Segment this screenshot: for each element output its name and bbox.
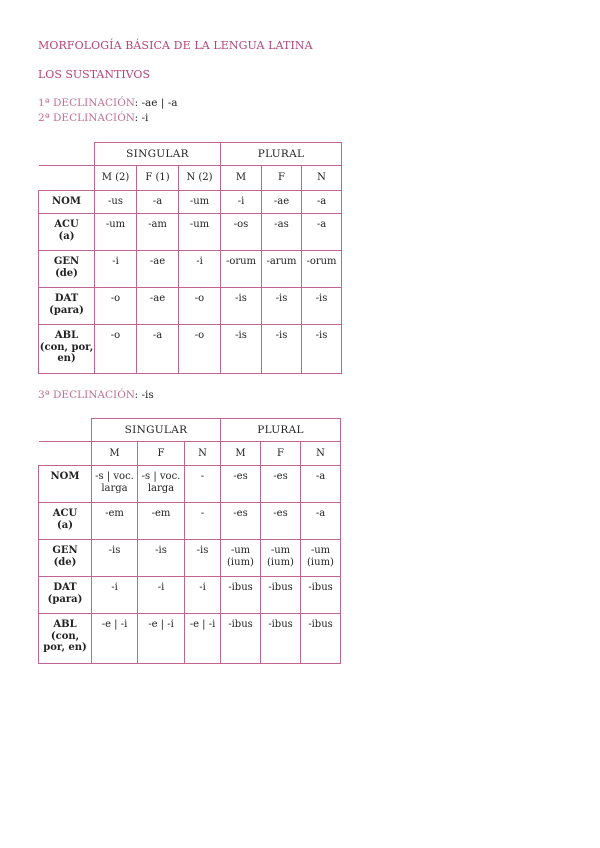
ending-cell: -um (ium): [301, 540, 341, 577]
table-row: [39, 214, 342, 251]
ending-cell: -is: [92, 540, 138, 577]
ending-cell: -a: [301, 503, 341, 540]
case-cell: [39, 288, 95, 325]
table-row: [39, 288, 342, 325]
ending-cell: -s | voc. larga: [138, 466, 185, 503]
case-preposition: (de): [55, 267, 78, 279]
table-row: [39, 614, 341, 664]
case-cell: [39, 325, 95, 374]
ending-cell: -ibus: [261, 614, 301, 664]
ending-cell: -e | -i: [92, 614, 138, 664]
document-title: MORFOLOGÍA BÁSICA DE LA LENGUA LATINA: [38, 39, 313, 52]
ending-cell: -i: [95, 251, 137, 288]
table-row: [39, 503, 341, 540]
ending-cell: -a: [137, 191, 179, 214]
plural-header: PLURAL: [221, 143, 342, 166]
ending-cell: -um: [95, 214, 137, 251]
ending-cell: -ibus: [301, 577, 341, 614]
ending-cell: -i: [138, 577, 185, 614]
table-row: [39, 540, 341, 577]
corner-blank: [39, 419, 92, 442]
table-row: [39, 325, 342, 374]
case-preposition: (para): [47, 593, 83, 605]
singular-header: SINGULAR: [92, 419, 221, 442]
case-cell: [39, 614, 92, 664]
table-row: [39, 577, 341, 614]
ending-cell: -ae: [137, 251, 179, 288]
declension-1-line: [38, 97, 178, 109]
ending-cell: -a: [301, 466, 341, 503]
ending-cell: -is: [302, 288, 342, 325]
case-name: GEN: [53, 256, 80, 267]
table-row: [39, 251, 342, 288]
case-name: ACU: [52, 508, 78, 519]
ending-cell: -um: [179, 214, 221, 251]
ending-cell: -o: [179, 325, 221, 374]
ending-cell: -a: [302, 191, 342, 214]
ending-cell: -o: [179, 288, 221, 325]
ending-cell: -is: [221, 325, 262, 374]
declension-2-value: : -i: [134, 112, 149, 124]
column-header: F: [261, 442, 301, 466]
column-header: F: [262, 166, 302, 191]
case-preposition: (de): [53, 556, 77, 568]
declension-3-line: [38, 389, 154, 401]
corner-blank: [39, 143, 95, 166]
column-header: F: [138, 442, 185, 466]
case-name: NOM: [50, 471, 80, 482]
ending-cell: -es: [221, 466, 261, 503]
column-header: N: [301, 442, 341, 466]
case-cell: [39, 466, 92, 503]
section-subtitle: LOS SUSTANTIVOS: [38, 68, 150, 81]
ending-cell: -o: [95, 325, 137, 374]
ending-cell: -arum: [262, 251, 302, 288]
ending-cell: -um (ium): [221, 540, 261, 577]
column-header: M (2): [95, 166, 137, 191]
column-header: N: [302, 166, 342, 191]
declension-3-value: : -is: [134, 389, 154, 401]
ending-cell: -um: [179, 191, 221, 214]
case-preposition: (para): [49, 304, 84, 316]
declension-1-2-table: [38, 142, 342, 374]
ending-cell: -a: [137, 325, 179, 374]
ending-cell: -is: [262, 325, 302, 374]
case-name: ACU: [54, 219, 79, 230]
case-preposition: (a): [57, 519, 73, 531]
ending-cell: -os: [221, 214, 262, 251]
case-name: NOM: [52, 196, 81, 208]
ending-cell: -o: [95, 288, 137, 325]
column-header: F (1): [137, 166, 179, 191]
ending-cell: -um (ium): [261, 540, 301, 577]
declension-3-label: 3ª DECLINACIÓN: [38, 389, 135, 401]
ending-cell: -: [185, 503, 221, 540]
ending-cell: -ae: [262, 191, 302, 214]
column-header: M: [92, 442, 138, 466]
case-name: ABL: [53, 619, 77, 630]
ending-cell: -: [185, 466, 221, 503]
column-header: M: [221, 442, 261, 466]
ending-cell: -a: [302, 214, 342, 251]
case-cell: [39, 214, 95, 251]
corner-blank: [39, 442, 92, 466]
ending-cell: -es: [261, 466, 301, 503]
ending-cell: -e | -i: [138, 614, 185, 664]
ending-cell: -i: [185, 577, 221, 614]
case-cell: [39, 251, 95, 288]
declension-2-label: 2ª DECLINACIÓN: [38, 112, 135, 124]
ending-cell: -is: [302, 325, 342, 374]
case-cell: [39, 577, 92, 614]
case-name: ABL: [54, 330, 79, 341]
ending-cell: -ibus: [221, 577, 261, 614]
ending-cell: -em: [92, 503, 138, 540]
ending-cell: -es: [221, 503, 261, 540]
ending-cell: -is: [221, 288, 262, 325]
ending-cell: -i: [92, 577, 138, 614]
plural-header: PLURAL: [221, 419, 341, 442]
column-header: N (2): [179, 166, 221, 191]
table-row: [39, 191, 342, 214]
ending-cell: -am: [137, 214, 179, 251]
ending-cell: -ibus: [301, 614, 341, 664]
case-name: DAT: [54, 293, 79, 304]
ending-cell: -as: [262, 214, 302, 251]
ending-cell: -orum: [221, 251, 262, 288]
table-row: [39, 466, 341, 503]
ending-cell: -us: [95, 191, 137, 214]
ending-cell: -ibus: [261, 577, 301, 614]
declension-1-label: 1ª DECLINACIÓN: [38, 97, 135, 109]
case-cell: [39, 540, 92, 577]
corner-blank: [39, 166, 95, 191]
case-name: GEN: [52, 545, 78, 556]
case-preposition: (a): [58, 230, 75, 242]
ending-cell: -is: [262, 288, 302, 325]
ending-cell: -em: [138, 503, 185, 540]
case-name: DAT: [53, 582, 77, 593]
case-cell: [39, 503, 92, 540]
column-header: M: [221, 166, 262, 191]
case-preposition: (con, por, en): [43, 630, 87, 653]
singular-header: SINGULAR: [95, 143, 221, 166]
ending-cell: -ae: [137, 288, 179, 325]
declension-2-line: [38, 112, 148, 124]
ending-cell: -es: [261, 503, 301, 540]
case-preposition: (con, por, en): [39, 341, 94, 364]
ending-cell: -i: [221, 191, 262, 214]
column-header: N: [185, 442, 221, 466]
declension-3-table: [38, 418, 341, 664]
declension-1-value: : -ae | -a: [134, 97, 178, 109]
ending-cell: -is: [185, 540, 221, 577]
ending-cell: -is: [138, 540, 185, 577]
case-cell: [39, 191, 95, 214]
ending-cell: -orum: [302, 251, 342, 288]
ending-cell: -s | voc. larga: [92, 466, 138, 503]
ending-cell: -e | -i: [185, 614, 221, 664]
ending-cell: -ibus: [221, 614, 261, 664]
ending-cell: -i: [179, 251, 221, 288]
